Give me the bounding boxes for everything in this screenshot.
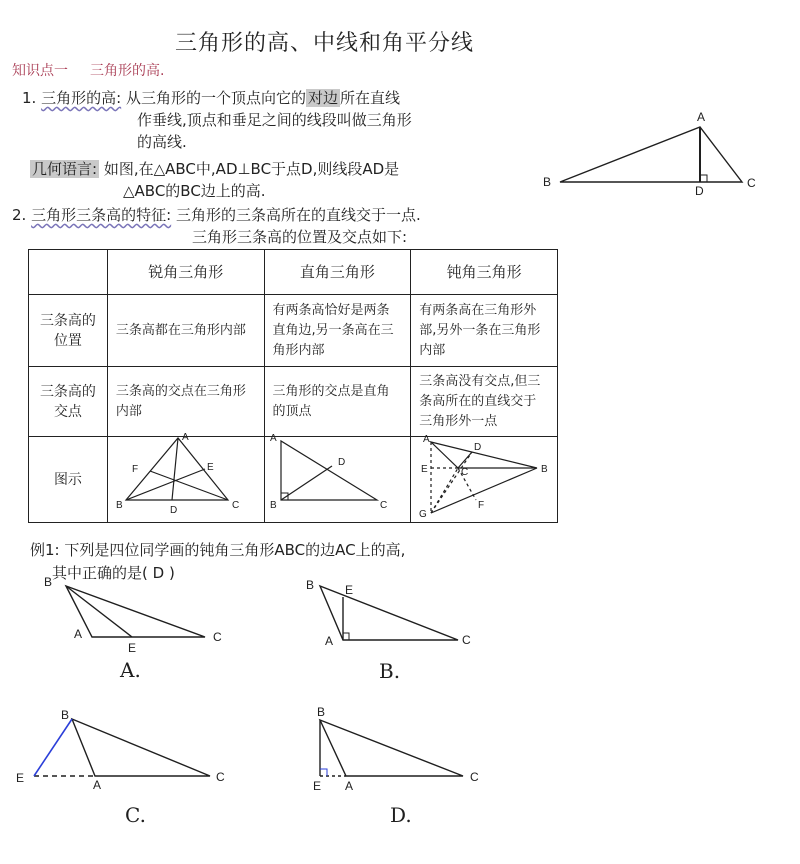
label-c: C	[470, 770, 479, 784]
knowledge-label: 知识点一	[12, 63, 68, 79]
label-c: C	[380, 500, 388, 511]
option-b-figure	[306, 578, 471, 683]
section-2-number: 2.	[12, 206, 27, 224]
label-e: E	[207, 462, 214, 473]
definition-line2: 作垂线,顶点和垂足之间的线段叫做三角形	[137, 111, 412, 129]
option-a-letter: A.	[120, 658, 141, 682]
section-1-term: 三角形的高:	[41, 89, 122, 107]
option-c-letter: C.	[125, 803, 146, 827]
segment-be	[34, 719, 72, 776]
label-b: B	[543, 175, 552, 189]
right-triangle	[281, 441, 377, 500]
triangle	[320, 586, 458, 640]
altitude-ad	[172, 438, 178, 500]
table-header-acute: 锐角三角形	[107, 250, 264, 295]
obtuse-triangle-figure	[419, 434, 548, 520]
cell-obtuse-intersection: 三条高没有交点,但三条高所在的直线交于三角形外一点	[411, 367, 558, 437]
label-d: D	[170, 505, 178, 516]
section-2-line1: 三角形的三条高所在的直线交于一点.	[175, 206, 421, 224]
label-c: C	[747, 176, 756, 190]
geo-line1: 如图,在△ABC中,AD⊥BC于点D,则线段AD是	[103, 160, 400, 178]
section-2-line2: 三角形三条高的位置及交点如下:	[192, 228, 408, 246]
altitude-bd	[281, 466, 332, 500]
label-e: E	[128, 641, 137, 655]
label-a: A	[93, 778, 102, 792]
option-c-figure	[16, 708, 225, 827]
label-f: F	[478, 500, 485, 511]
obtuse-triangle	[431, 442, 537, 468]
label-b: B	[541, 464, 548, 475]
label-b: B	[116, 500, 123, 511]
label-g: G	[419, 509, 427, 520]
label-e: E	[313, 779, 322, 793]
cell-right-intersection: 三角形的交点是直角的顶点	[264, 367, 411, 437]
altitude-cd	[458, 452, 472, 468]
top-triangle-figure	[543, 110, 756, 198]
option-a-figure	[44, 575, 222, 682]
option-b-letter: B.	[379, 659, 401, 683]
example-line1: 下列是四位同学画的钝角三角形ABC的边AC上的高,	[64, 541, 406, 559]
geo-label: 几何语言:	[32, 160, 98, 178]
right-angle-mark	[320, 769, 327, 776]
triangle	[72, 719, 210, 776]
definition-line3: 的高线.	[137, 133, 187, 151]
label-b: B	[44, 575, 53, 589]
row-label-position: 三条高的位置	[29, 295, 108, 367]
cell-right-position: 有两条高恰好是两条直角边,另一条高在三角形内部	[264, 295, 411, 367]
label-f: F	[132, 464, 139, 475]
label-d: D	[695, 184, 704, 198]
label-a: A	[325, 634, 334, 648]
label-c: C	[216, 770, 225, 784]
label-e: E	[345, 583, 354, 597]
cell-obtuse-position: 有两条高在三角形外部,另外一条在三角形内部	[411, 295, 558, 367]
example-line2: 其中正确的是( D )	[52, 564, 175, 582]
label-a: A	[74, 627, 83, 641]
label-a: A	[345, 779, 354, 793]
label-d: D	[474, 442, 482, 453]
row-label-figure: 图示	[29, 437, 108, 523]
label-c: C	[232, 500, 240, 511]
label-b: B	[306, 578, 315, 592]
example-label: 例1:	[30, 541, 60, 559]
label-b: B	[317, 705, 326, 719]
label-e: E	[16, 771, 25, 785]
cell-acute-position: 三条高都在三角形内部	[107, 295, 264, 367]
label-c: C	[461, 467, 469, 478]
right-angle-mark	[700, 175, 707, 182]
label-c: C	[213, 630, 222, 644]
right-triangle-figure	[270, 433, 387, 511]
section-1-number: 1.	[22, 89, 37, 107]
label-c: C	[462, 633, 471, 647]
label-a: A	[423, 434, 430, 445]
label-a: A	[697, 110, 706, 124]
cell-acute-intersection: 三条高的交点在三角形内部	[107, 367, 264, 437]
triangle-abc	[560, 127, 742, 182]
definition-line1: 从三角形的一个顶点向它的	[125, 89, 306, 107]
triangle	[320, 720, 463, 776]
label-b: B	[61, 708, 70, 722]
option-d-figure	[313, 705, 479, 827]
knowledge-topic: 三角形的高.	[90, 63, 165, 79]
definition-line1-end: 所在直线	[339, 89, 400, 107]
acute-triangle-figure	[116, 432, 239, 516]
option-d-letter: D.	[390, 803, 412, 827]
label-d: D	[338, 457, 346, 468]
geo-line2: △ABC的BC边上的高.	[123, 182, 266, 200]
label-b: B	[270, 500, 277, 511]
triangle	[66, 586, 205, 637]
definition-highlight: 对边	[307, 89, 338, 107]
page-title: 三角形的高、中线和角平分线	[175, 31, 475, 56]
row-label-intersection: 三条高的交点	[29, 367, 108, 437]
section-2-term: 三角形三条高的特征:	[31, 206, 172, 224]
label-a: A	[270, 433, 277, 444]
label-a: A	[182, 432, 189, 443]
table-header-right: 直角三角形	[264, 250, 411, 295]
label-e: E	[421, 464, 428, 475]
right-angle-mark	[343, 633, 349, 640]
table-header-obtuse: 钝角三角形	[411, 250, 558, 295]
